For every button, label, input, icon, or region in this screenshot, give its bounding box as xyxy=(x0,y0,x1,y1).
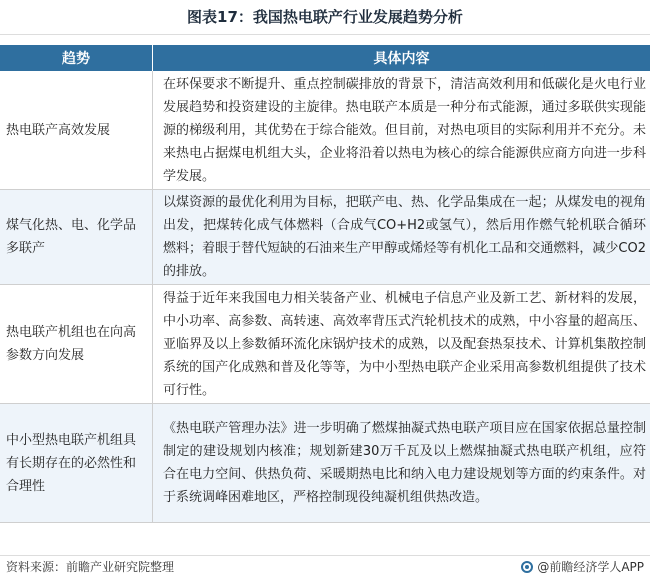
trend-cell: 中小型热电联产机组具有长期存在的必然性和合理性 xyxy=(0,404,153,523)
trend-table xyxy=(0,45,650,523)
trend-cell: 热电联产高效发展 xyxy=(0,71,153,190)
footer xyxy=(0,555,650,577)
content-cell: 以煤资源的最优化利用为目标，把联产电、热、化学品集成在一起；从煤发电的视角出发，把煤转化成气体燃料（合成气CO+H2或氢气），然后用作燃气轮机联合循环燃料；着眼于替代短缺的石油来生产甲醇或烯烃等有机化工品和交通燃料，减少CO2的排放。 xyxy=(153,190,650,285)
header-content: 具体内容 xyxy=(153,45,650,71)
trend-cell: 热电联产机组也在向高参数方向发展 xyxy=(0,285,153,404)
table-row xyxy=(0,404,650,523)
table-header-row xyxy=(0,45,650,71)
content-cell: 在环保要求不断提升、重点控制碳排放的背景下，清洁高效利用和低碳化是火电行业发展趋势和投资建设的主旋律。热电联产本质是一种分布式能源，通过多联供实现能源的梯级利用，其优势在于综合能效。但目前，对热电项目的实际利用并不充分。未来热电占据煤电机组大头，企业将沿着以热电为核心的综合能源供应商方向进一步科学发展。 xyxy=(153,71,650,190)
content-cell: 《热电联产管理办法》进一步明确了燃煤抽凝式热电联产项目应在国家依据总量控制制定的建设规划内核准；规划新建30万千瓦及以上燃煤抽凝式热电联产机组，应符合在电力空间、供热负荷、采暖期热电比和纳入电力建设规划等方面的约束条件。对于系统调峰困难地区，严格控制现役纯凝机组供热改造。 xyxy=(153,404,650,523)
qianzhan-logo-icon xyxy=(521,561,533,573)
header-trend: 趋势 xyxy=(0,45,153,71)
source-note: 资料来源：前瞻产业研究院整理 xyxy=(6,560,175,574)
table-row xyxy=(0,71,650,190)
table-row xyxy=(0,190,650,285)
brand xyxy=(521,558,644,575)
trend-cell: 煤气化热、电、化学品多联产 xyxy=(0,190,153,285)
page-title: 图表17：我国热电联产行业发展趋势分析 xyxy=(0,0,650,35)
brand-label: @前瞻经济学人APP xyxy=(537,560,644,574)
table-row xyxy=(0,285,650,404)
content-cell: 得益于近年来我国电力相关装备产业、机械电子信息产业及新工艺、新材料的发展，中小功率、高参数、高转速、高效率背压式汽轮机技术的成熟，中小容量的超高压、亚临界及以上参数循环流化床锅炉技术的成熟，以及配套热泵技术、计算机集散控制系统的国产化成熟和普及化等等，为中小型热电联产企业采用高参数机组提供了技术可行性。 xyxy=(153,285,650,404)
